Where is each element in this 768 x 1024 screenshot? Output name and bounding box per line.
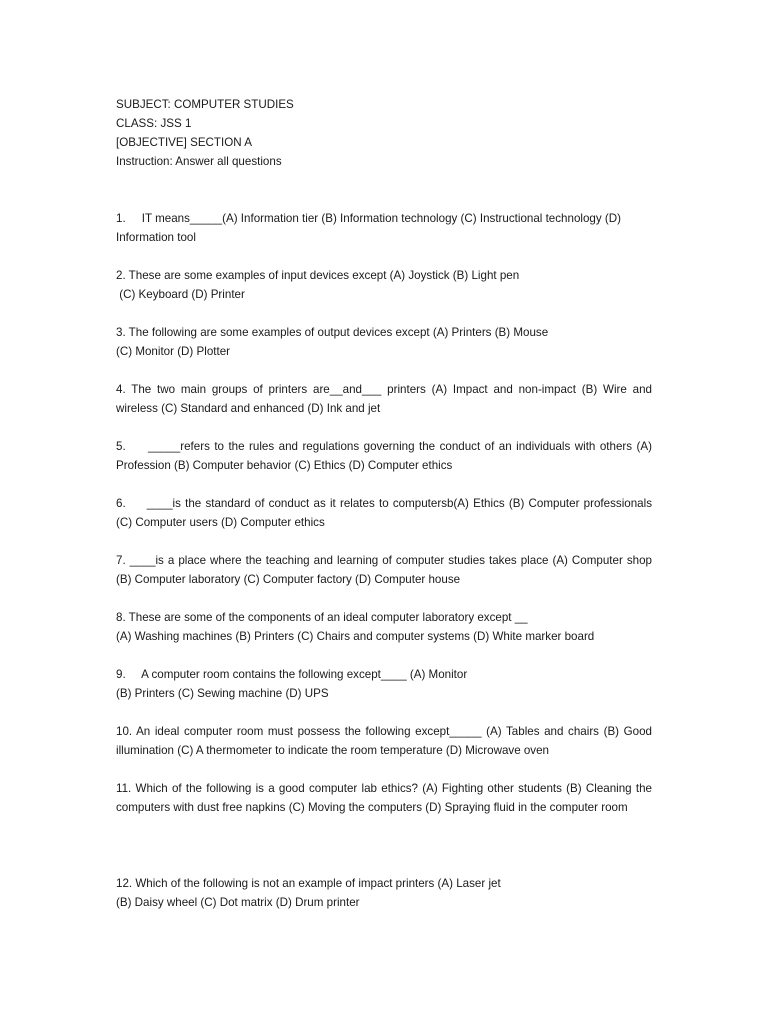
question-9 [116, 665, 652, 703]
question-6 [116, 494, 656, 532]
question-8-line-2: (A) Washing machines (B) Printers (C) Chairs and computer systems (D) White marker board [116, 630, 595, 643]
question-12-line-1: 12. Which of the following is not an example of impact printers (A) Laser jet [116, 877, 501, 890]
question-1-line-1: 1. IT means_____(A) Information tier (B) Information technology (C) Instructional technology (D) [116, 212, 621, 225]
subject-line: SUBJECT: COMPUTER STUDIES [116, 98, 294, 111]
document-page [116, 95, 656, 931]
question-1-line-2: Information tool [116, 231, 196, 244]
question-7 [116, 551, 656, 589]
question-6-text: 6. ____is the standard of conduct as it relates to computersb(A) Ethics (B) Computer professionals (C) Computer users (D) Computer ethics [116, 497, 656, 529]
question-12 [116, 874, 652, 912]
question-5-text: 5. _____refers to the rules and regulations governing the conduct of an individuals with others (A) Profession (B) Computer behavior (C) Ethics (D) Computer ethics [116, 440, 656, 472]
section-line: [OBJECTIVE] SECTION A [116, 136, 252, 149]
question-2 [116, 266, 652, 304]
question-2-line-1: 2. These are some examples of input devices except (A) Joystick (B) Light pen [116, 269, 520, 282]
question-3 [116, 323, 652, 361]
question-1 [116, 209, 652, 247]
question-5 [116, 437, 656, 475]
question-10 [116, 722, 656, 760]
question-8 [116, 608, 652, 646]
question-11-text: 11. Which of the following is a good computer lab ethics? (A) Fighting other students (B) Cleaning the computers with dust free napkins (C) Moving the computers (D) Spraying fluid in the computer room [116, 782, 656, 814]
question-9-line-2: (B) Printers (C) Sewing machine (D) UPS [116, 687, 329, 700]
question-8-line-1: 8. These are some of the components of an ideal computer laboratory except __ [116, 611, 528, 624]
question-9-line-1: 9. A computer room contains the following except____ (A) Monitor [116, 668, 468, 681]
question-12-line-2: (B) Daisy wheel (C) Dot matrix (D) Drum printer [116, 896, 360, 909]
question-4 [116, 380, 656, 418]
question-11 [116, 779, 656, 817]
question-3-line-2: (C) Monitor (D) Plotter [116, 345, 231, 358]
question-10-text: 10. An ideal computer room must possess the following except_____ (A) Tables and chairs (B) Good illumination (C) A thermometer to indicate the room temperature (D) Microwave oven [116, 725, 656, 757]
question-7-text: 7. ____is a place where the teaching and learning of computer studies takes place (A) Computer shop (B) Computer laboratory (C) Computer factory (D) Computer house [116, 554, 656, 586]
instruction-line: Instruction: Answer all questions [116, 155, 282, 168]
class-line: CLASS: JSS 1 [116, 117, 192, 130]
question-4-text: 4. The two main groups of printers are__and___ printers (A) Impact and non-impact (B) Wire and wireless (C) Standard and enhanced (D) Ink and jet [116, 383, 656, 415]
question-3-line-1: 3. The following are some examples of output devices except (A) Printers (B) Mouse [116, 326, 549, 339]
question-list [116, 209, 656, 912]
question-2-line-2: (C) Keyboard (D) Printer [116, 288, 245, 301]
document-header [116, 95, 652, 171]
